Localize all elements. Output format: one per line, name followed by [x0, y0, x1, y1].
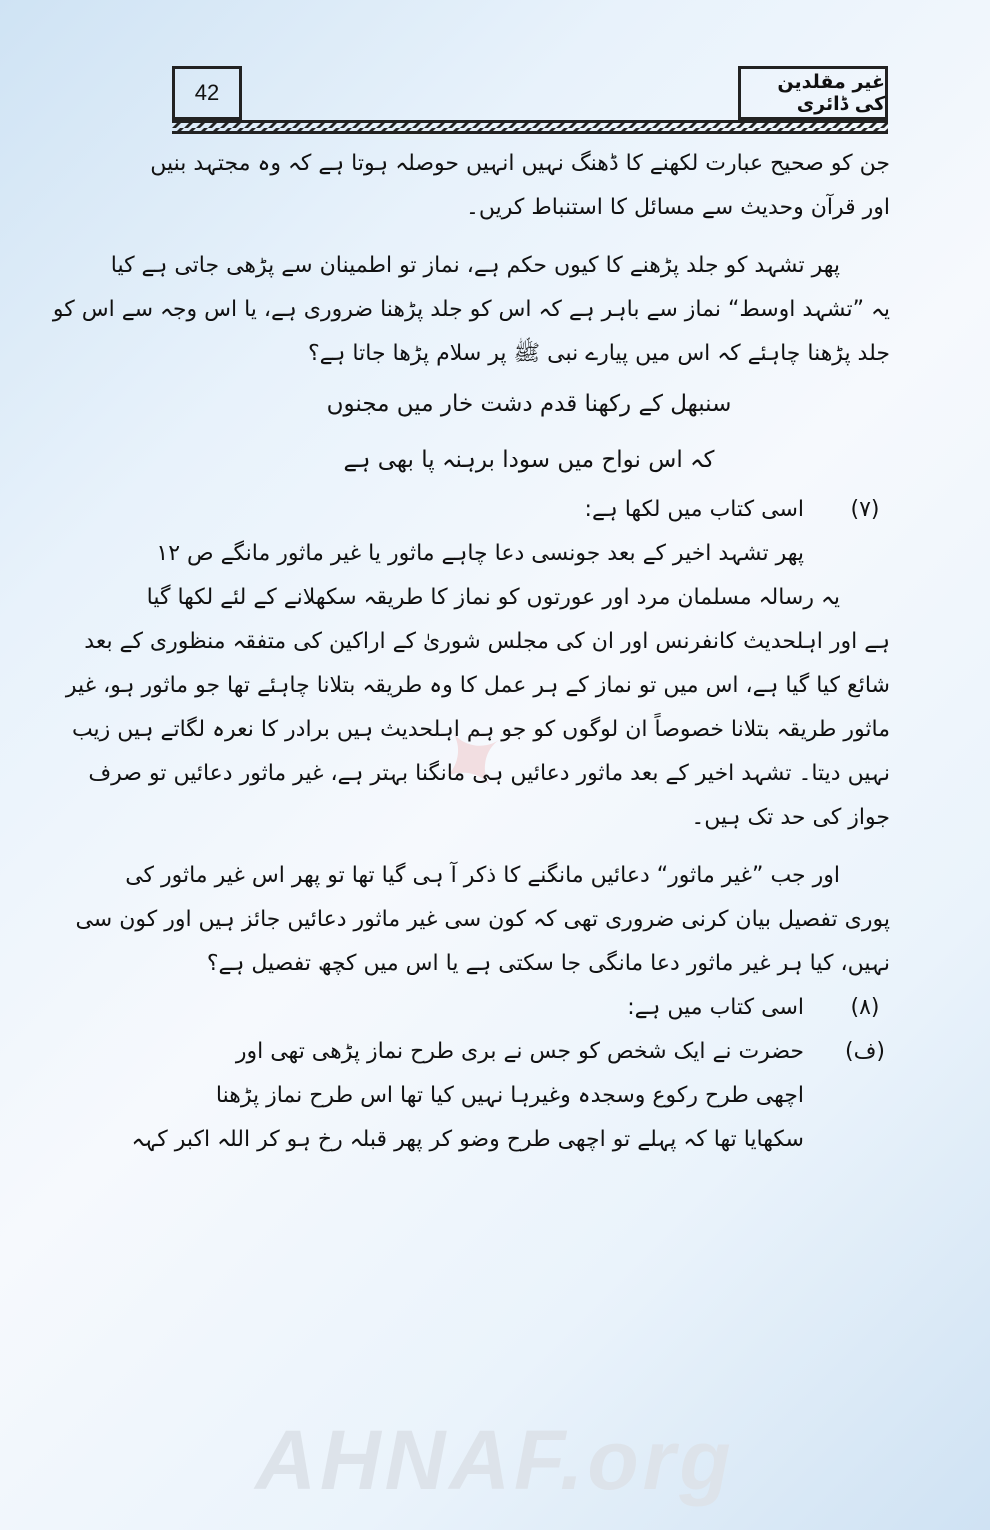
- text-line: جلد پڑھنا چاہئے کہ اس میں پیارے نبی ﷺ پر سلام پڑھا جاتا ہے؟: [307, 341, 890, 366]
- text-line: نہیں دیتا۔ تشہد اخیر کے بعد ماثور دعائیں ہی مانگنا بہتر ہے، غیر ماثور دعائیں تو صرف: [88, 761, 890, 786]
- poem-verse-1: سنبھل کے رکھنا قدم دشت خار میں مجنوں: [326, 391, 732, 417]
- page-header: [172, 66, 888, 132]
- text-line: نہیں، کیا ہر غیر ماثور دعا مانگی جا سکتی ہے یا اس میں کچھ تفصیل ہے؟: [206, 951, 890, 976]
- text-line: جن کو صحیح عبارت لکھنے کا ڈھنگ نہیں انہیں حوصلہ ہوتا ہے کہ وہ مجتہد بنیں: [150, 151, 890, 176]
- text-line: جواز کی حد تک ہیں۔: [691, 805, 890, 830]
- item-f-line: سکھایا تھا کہ پہلے تو اچھی طرح وضو کر پھر قبلہ رخ ہو کر اللہ اکبر کہہ: [131, 1127, 804, 1152]
- book-title: غیر مقلدین کی ڈائری: [738, 66, 888, 120]
- text-line: پوری تفصیل بیان کرنی ضروری تھی کہ کون سی غیر ماثور دعائیں جائز ہیں اور کون سی: [75, 907, 890, 932]
- item-text: اسی کتاب میں ہے:: [627, 995, 804, 1020]
- item-7: [168, 488, 890, 532]
- text-line: اور جب ”غیر ماثور“ دعائیں مانگنے کا ذکر آ ہی گیا تھا تو پھر اس غیر ماثور کی: [125, 863, 840, 888]
- page-content: [52, 142, 890, 1392]
- text-line: یہ رسالہ مسلمان مرد اور عورتوں کو نماز کا طریقہ سکھلانے کے لئے لکھا گیا: [146, 585, 840, 610]
- item-text: حضرت نے ایک شخص کو جس نے بری طرح نماز پڑھی تھی اور: [235, 1039, 804, 1064]
- red-stamp-watermark: ✦: [411, 696, 534, 826]
- quote-line: پھر تشہد اخیر کے بعد جونسی دعا چاہے ماثور یا غیر ماثور مانگے ص ۱۲: [156, 541, 804, 566]
- item-number: (۸): [850, 995, 880, 1020]
- header-rule: [172, 120, 888, 134]
- page-number: 42: [172, 66, 242, 120]
- item-f: [168, 1030, 890, 1074]
- text-line: ماثور طریقہ بتلانا خصوصاً ان لوگوں کو جو ہم اہلحدیث ہیں برادر کا نعرہ لگاتے ہیں زیب: [71, 717, 890, 742]
- site-watermark: AHNAF.org: [255, 1413, 735, 1507]
- text-line: پھر تشہد کو جلد پڑھنے کا کیوں حکم ہے، نماز تو اطمینان سے پڑھی جاتی ہے کیا: [110, 253, 840, 278]
- text-line: ہے اور اہلحدیث کانفرنس اور ان کی مجلس شوریٰ کے اراکین کی متفقہ منظوری کے بعد: [84, 629, 890, 654]
- item-8: [168, 986, 890, 1030]
- text-line: شائع کیا گیا ہے، اس میں تو نماز کے ہر عمل کا وہ طریقہ بتلانا چاہئے تھا جو ماثور ہو، غیر: [65, 673, 890, 698]
- item-number: (۷): [850, 497, 880, 522]
- item-text: اسی کتاب میں لکھا ہے:: [584, 497, 804, 522]
- item-number: (ف): [845, 1039, 885, 1064]
- item-f-line: اچھی طرح رکوع وسجدہ وغیرہا نہیں کیا تھا اس طرح نماز پڑھنا: [215, 1083, 804, 1108]
- text-line: اور قرآن وحدیث سے مسائل کا استنباط کریں۔: [465, 195, 890, 220]
- text-line: یہ ”تشہد اوسط“ نماز سے باہر ہے کہ اس کو جلد پڑھنا ضروری ہے، یا اس وجہ سے اس کو: [52, 297, 890, 322]
- poem-verse-2: کہ اس نواح میں سودا برہنہ پا بھی ہے: [343, 447, 715, 473]
